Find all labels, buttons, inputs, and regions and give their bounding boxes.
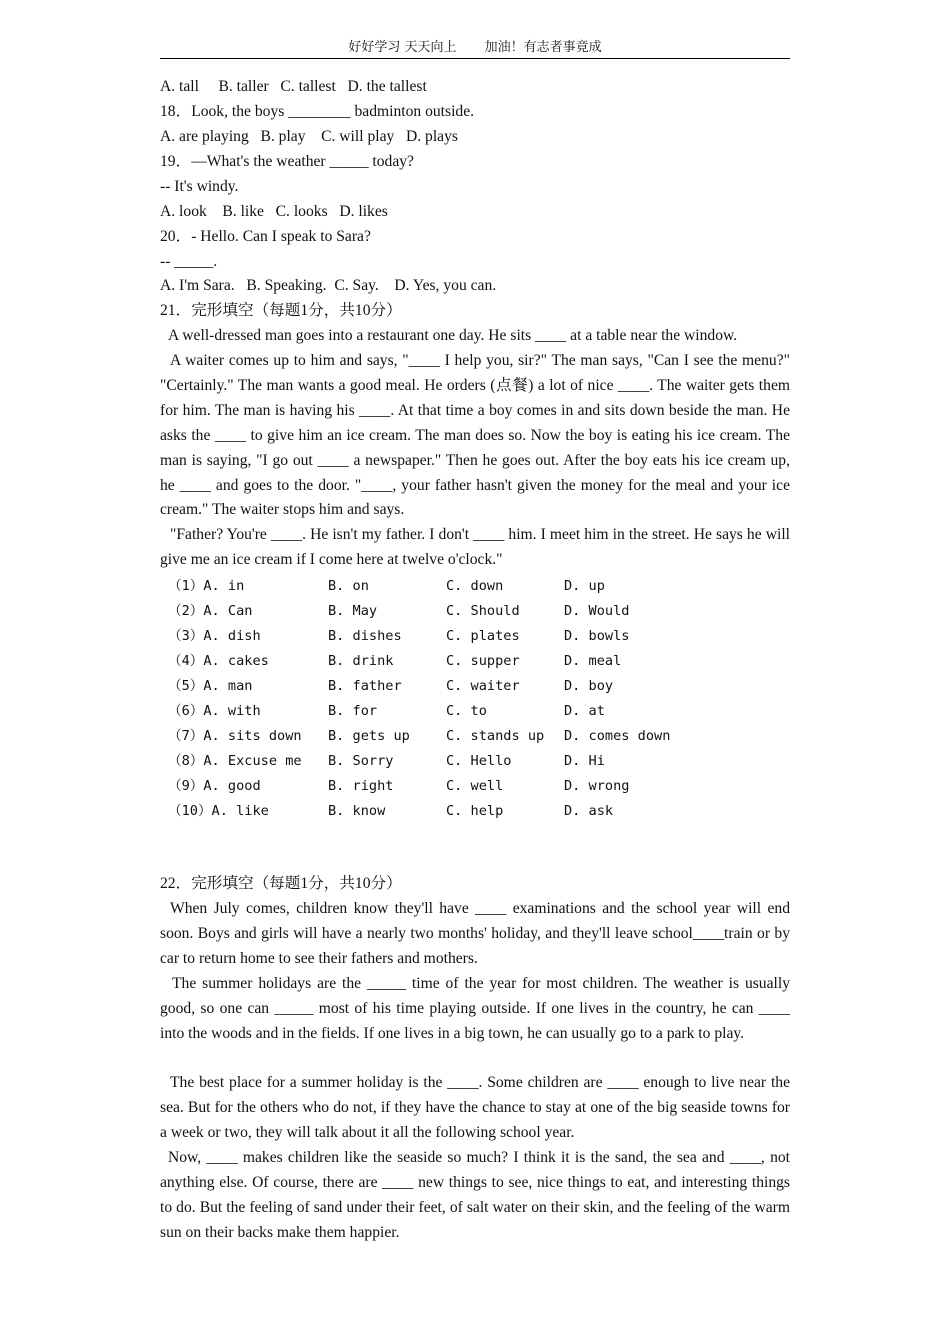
q22-title: 22．完形填空（每题1分，共10分） (160, 875, 402, 892)
q19-answer: -- It's windy. (160, 178, 239, 195)
header-right-text: 加油！有志者事竟成 (484, 40, 602, 55)
page-header (160, 38, 790, 59)
q20-options: A. I'm Sara. B. Speaking. C. Say. D. Yes, you can. (160, 277, 497, 294)
q21-title: 21．完形填空（每题1分，共10分） (160, 302, 402, 319)
q22-paragraph-1: When July comes, children know they'll have ____ examinations and the school year will end soon. Boys and girls will have a nearly two months' holiday, and they'll leave school____train or by car to return home to see their fathers and mothers. (160, 900, 790, 967)
q19-options: A. look B. like C. looks D. likes (160, 203, 388, 220)
q18-stem: 18．Look, the boys ________ badminton outside. (160, 103, 475, 120)
q21-paragraph-3: "Father? You're ____. He isn't my father. I don't ____ him. I meet him in the street. He says he will give me an ice cream if I come here at twelve o'clock." (160, 526, 790, 568)
q19-stem: 19．—What's the weather _____ today? (160, 153, 414, 170)
q20-stem: 20．- Hello. Can I speak to Sara? (160, 228, 371, 245)
q22-paragraph-3: The best place for a summer holiday is the ____. Some children are ____ enough to live near the sea. But for the others who do not, if they have the chance to stay at one of the big seaside towns for a week or two, they will talk about it all the following school year. (160, 1074, 790, 1141)
q22-paragraph-2: The summer holidays are the _____ time of the year for most children. The weather is usually good, so one can _____ most of his time playing outside. If one lives in the country, he can ____ into the woods and in the fields. If one lives in a big town, he can usually go to a park to play. (160, 975, 790, 1042)
q18-options: A. are playing B. play C. will play D. plays (160, 128, 458, 145)
q17-options: A. tall B. taller C. tallest D. the tallest (160, 78, 427, 95)
q22-paragraph-4: Now, ____ makes children like the seaside so much? I think it is the sand, the sea and ____, not anything else. Of course, there are ____ new things to see, nice things to eat, and interesting things to do. But the feeling of sand under their feet, of salt water on their skin, and the feeling of the warm sun on their backs make them happier. (160, 1149, 790, 1241)
q21-paragraph-1: A well-dressed man goes into a restaurant one day. He sits ____ at a table near the window. (168, 327, 738, 344)
q21-paragraph-2: A waiter comes up to him and says, "____ I help you, sir?" The man says, "Can I see the menu?" "Certainly." The man wants a good meal. He orders (点餐) a lot of nice ____. The waiter gets them for him. The man is having his ____. At that time a boy comes in and sits down beside the man. He asks the ____ to give him an ice cream. The man does so. Now the boy is eating his ice cream. The man is saying, "I go out ____ a newspaper." Then he goes out. After the boy eats his ice cream up, he ____ and goes to the door. "____, your father hasn't given the money for the meal and your ice cream." The waiter stops him and says. (160, 352, 790, 519)
header-left-text: 好好学习 天天向上 (348, 40, 457, 55)
q20-answer: -- _____. (160, 253, 218, 270)
